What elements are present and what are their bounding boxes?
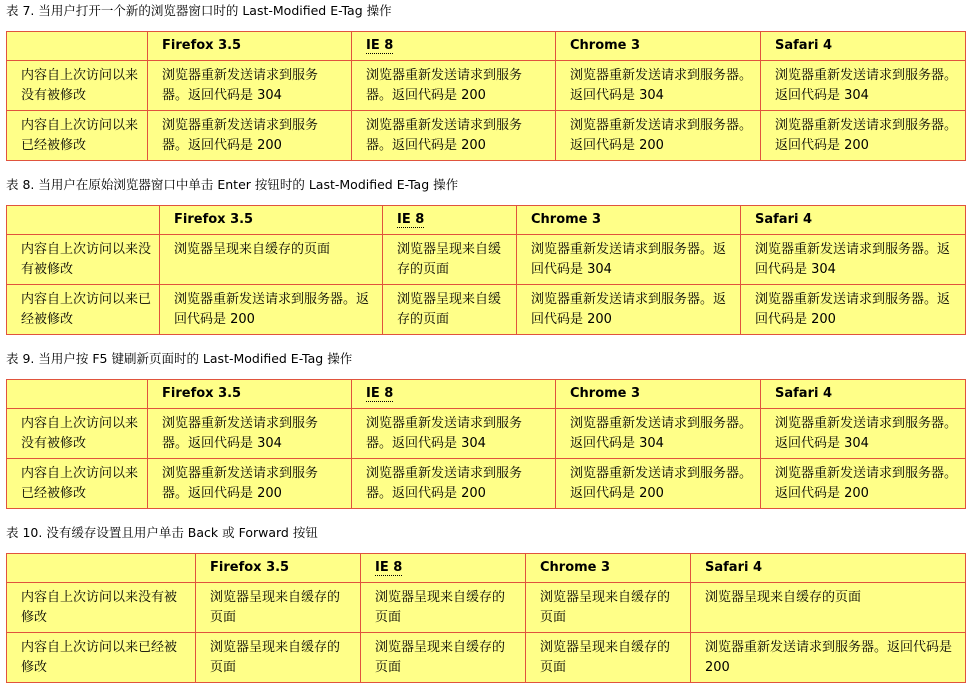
table-8	[6, 205, 966, 335]
row-label: 内容自上次访问以来已经被修改	[7, 459, 148, 509]
header-chrome: Chrome 3	[556, 32, 761, 61]
table-10-caption: 表 10. 没有缓存设置且用户单击 Back 或 Forward 按钮	[6, 525, 318, 540]
header-empty	[7, 380, 148, 409]
header-empty	[7, 206, 160, 235]
table-7	[6, 31, 966, 161]
header-firefox: Firefox 3.5	[160, 206, 383, 235]
cell-firefox: 浏览器重新发送请求到服务器。返回代码是 200	[148, 111, 352, 161]
cell-firefox: 浏览器重新发送请求到服务器。返回代码是 200	[160, 285, 383, 335]
cell-firefox: 浏览器重新发送请求到服务器。返回代码是 200	[148, 459, 352, 509]
cell-ie: 浏览器重新发送请求到服务器。返回代码是 304	[352, 409, 556, 459]
header-chrome: Chrome 3	[517, 206, 741, 235]
table-header-row	[7, 32, 966, 61]
cell-firefox: 浏览器呈现来自缓存的页面	[196, 633, 361, 683]
header-safari: Safari 4	[761, 380, 966, 409]
header-firefox: Firefox 3.5	[148, 380, 352, 409]
cell-chrome: 浏览器重新发送请求到服务器。返回代码是 200	[517, 285, 741, 335]
cell-ie: 浏览器呈现来自缓存的页面	[383, 285, 517, 335]
row-label: 内容自上次访问以来没有被修改	[7, 583, 196, 633]
ie-abbr: IE 8	[366, 386, 394, 401]
table-row	[7, 583, 966, 633]
table-7-caption: 表 7. 当用户打开一个新的浏览器窗口时的 Last-Modified E-Tag 操作	[6, 3, 392, 18]
table-header-row	[7, 206, 966, 235]
table-header-row	[7, 554, 966, 583]
table-row	[7, 285, 966, 335]
cell-chrome: 浏览器重新发送请求到服务器。返回代码是 304	[517, 235, 741, 285]
header-ie	[383, 206, 517, 235]
row-label: 内容自上次访问以来没有被修改	[7, 409, 148, 459]
table-row	[7, 61, 966, 111]
cell-safari: 浏览器重新发送请求到服务器。返回代码是 200	[761, 111, 966, 161]
cell-safari: 浏览器呈现来自缓存的页面	[691, 583, 966, 633]
row-label: 内容自上次访问以来没有被修改	[7, 61, 148, 111]
header-empty	[7, 32, 148, 61]
cell-chrome: 浏览器呈现来自缓存的页面	[526, 583, 691, 633]
cell-ie: 浏览器呈现来自缓存的页面	[361, 583, 526, 633]
header-ie	[361, 554, 526, 583]
ie-abbr: IE 8	[375, 560, 403, 575]
header-safari: Safari 4	[761, 32, 966, 61]
header-safari: Safari 4	[741, 206, 966, 235]
cell-safari: 浏览器重新发送请求到服务器。返回代码是 304	[761, 409, 966, 459]
table-9	[6, 379, 966, 509]
ie-abbr: IE 8	[366, 38, 394, 53]
cell-ie: 浏览器重新发送请求到服务器。返回代码是 200	[352, 111, 556, 161]
cell-ie: 浏览器重新发送请求到服务器。返回代码是 200	[352, 61, 556, 111]
header-chrome: Chrome 3	[556, 380, 761, 409]
cell-ie: 浏览器呈现来自缓存的页面	[361, 633, 526, 683]
table-row	[7, 459, 966, 509]
row-label: 内容自上次访问以来已经被修改	[7, 111, 148, 161]
cell-chrome: 浏览器重新发送请求到服务器。返回代码是 304	[556, 61, 761, 111]
table-header-row	[7, 380, 966, 409]
header-empty	[7, 554, 196, 583]
row-label: 内容自上次访问以来已经被修改	[7, 633, 196, 683]
cell-chrome: 浏览器呈现来自缓存的页面	[526, 633, 691, 683]
cell-safari: 浏览器重新发送请求到服务器。返回代码是 304	[741, 235, 966, 285]
cell-safari: 浏览器重新发送请求到服务器。返回代码是 200	[691, 633, 966, 683]
table-row	[7, 111, 966, 161]
table-row	[7, 633, 966, 683]
ie-abbr: IE 8	[397, 212, 425, 227]
cell-ie: 浏览器呈现来自缓存的页面	[383, 235, 517, 285]
cell-safari: 浏览器重新发送请求到服务器。返回代码是 200	[761, 459, 966, 509]
cell-firefox: 浏览器重新发送请求到服务器。返回代码是 304	[148, 61, 352, 111]
cell-safari: 浏览器重新发送请求到服务器。返回代码是 200	[741, 285, 966, 335]
cell-chrome: 浏览器重新发送请求到服务器。返回代码是 200	[556, 459, 761, 509]
row-label: 内容自上次访问以来没有被修改	[7, 235, 160, 285]
cell-firefox: 浏览器呈现来自缓存的页面	[160, 235, 383, 285]
row-label: 内容自上次访问以来已经被修改	[7, 285, 160, 335]
table-row	[7, 409, 966, 459]
table-9-caption: 表 9. 当用户按 F5 键刷新页面时的 Last-Modified E-Tag 操作	[6, 351, 353, 366]
cell-chrome: 浏览器重新发送请求到服务器。返回代码是 200	[556, 111, 761, 161]
header-chrome: Chrome 3	[526, 554, 691, 583]
header-ie	[352, 32, 556, 61]
header-safari: Safari 4	[691, 554, 966, 583]
header-ie	[352, 380, 556, 409]
table-row	[7, 235, 966, 285]
cell-firefox: 浏览器呈现来自缓存的页面	[196, 583, 361, 633]
table-10	[6, 553, 966, 683]
cell-ie: 浏览器重新发送请求到服务器。返回代码是 200	[352, 459, 556, 509]
header-firefox: Firefox 3.5	[196, 554, 361, 583]
cell-chrome: 浏览器重新发送请求到服务器。返回代码是 304	[556, 409, 761, 459]
cell-firefox: 浏览器重新发送请求到服务器。返回代码是 304	[148, 409, 352, 459]
table-8-caption: 表 8. 当用户在原始浏览器窗口中单击 Enter 按钮时的 Last-Modified E-Tag 操作	[6, 177, 459, 192]
header-firefox: Firefox 3.5	[148, 32, 352, 61]
cell-safari: 浏览器重新发送请求到服务器。返回代码是 304	[761, 61, 966, 111]
